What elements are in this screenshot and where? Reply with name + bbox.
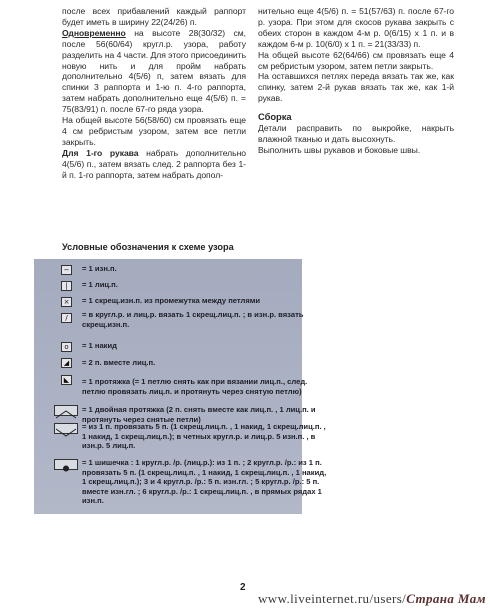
paragraph: после всех прибавлений каждый раппорт будет иметь в ширину 22(24/26) п. (62, 6, 246, 27)
legend-item: = 2 п. вместе лиц.п. (82, 358, 156, 367)
legend-item: = из 1 п. провязать 5 п. (1 скрещ.лиц.п. , 1 накид, 1 скрещ.лиц.п. , 1 накид, 1 скрещ.лиц.п.); в четных кругл.р. и лиц.р. 5 изн.п. , в изн.р. 5 лиц.п. (82, 422, 326, 451)
paragraph: На оставшихся петлях переда вязать так же, как спинку, затем 2-й рукав вязать так же, как 1-й рукав. (258, 71, 454, 104)
watermark (258, 591, 486, 607)
slip-decrease-symbol-icon: ◣ (61, 375, 72, 385)
legend-item: = 1 шишечка : 1 кругл.р. /р. (лиц.р.): из 1 п. ; 2 кругл.р. /р.: из 1 п. провязать 5 п. (1 скрещ.лиц.п. , 1 накид, 1 скрещ.лиц.п. , 1 накид, 1 скрещ.лиц.п.); 3 и 4 кругл.р. /р.: 5 п. изн.гл. ; 5 кругл.р. /р.: 5 п. вместе изн.гл. ; 6 кругл.р. /р.: 1 скрещ.лиц.п. , в прямых рядах 1 изн.п. (82, 458, 327, 506)
legend-panel (34, 259, 327, 514)
legend-item: = 1 протяжка (= 1 петлю снять как при вязании лиц.п., след. петлю провязать лиц.п. и протянуть через снятую петлю) (82, 377, 308, 396)
legend-item: = 1 скрещ.изн.п. из промежутка между петлями (82, 296, 261, 305)
paragraph: Детали расправить по выкройке, накрыть влажной тканью и дать высохнуть. (258, 123, 454, 144)
watermark-url: www.liveinternet.ru/users/ (258, 591, 407, 606)
paragraph: На общей высоте 62(64/66) см провязать еще 4 см ребристым узором, затем петли закрыть. (258, 49, 454, 71)
legend-item: = 1 изн.п. (82, 264, 117, 273)
legend-item: = 1 двойная протяжка (2 п. снять вместе как лиц.п. , 1 лиц.п. и протянуть через снятые петли) (82, 405, 316, 424)
section-heading: Сборка (258, 111, 292, 123)
emphasis: Для 1-го рукава (62, 147, 139, 158)
paragraph: На общей высоте 56(58/60) см провязать еще 4 см ребристым узором, затем все петли закрыть. (62, 115, 246, 147)
knit-symbol-icon: | (61, 281, 72, 291)
text-column-right (258, 6, 454, 156)
yarn-over-symbol-icon: o (61, 342, 72, 352)
legend-title: Условные обозначения к схеме узора (62, 242, 234, 252)
emphasis: Одновременно (62, 27, 126, 38)
bobble-glyph-icon (55, 464, 77, 473)
purl-symbol-icon: − (61, 265, 72, 275)
watermark-brand: Страна Мам (406, 591, 486, 606)
legend-item: = 1 накид (82, 341, 117, 350)
legend-item: = в кругл.р. и лиц.р. вязать 1 скрещ.лиц.п. ; в изн.р. вязать скрещ.изн.п. (82, 310, 304, 329)
double-decrease-symbol-icon (54, 405, 78, 416)
cross-knit-symbol-icon: / (61, 313, 72, 323)
cross-purl-symbol-icon: × (61, 297, 72, 307)
legend-item: = 1 лиц.п. (82, 280, 118, 289)
page-number: 2 (240, 582, 246, 593)
paragraph: Одновременно на высоте 28(30/32) см, после 56(60/64) кругл.р. узора, работу разделить на 4 части. Для этого присоединить новую нить и для пройм набрать дополнительно 4(5/6) п, затем вязать для спинки 3 раппорта и 1-ю п. 4-го раппорта, затем набрать дополнительно еще 4(5/6) п. = 75(83/91) п. после 67-го ряда узора. (62, 27, 246, 115)
text-column-left (62, 6, 246, 181)
knit-two-together-symbol-icon: ◢ (61, 358, 72, 368)
bobble-symbol-icon (54, 459, 78, 470)
paragraph: Для 1-го рукава набрать дополнительно 4(5/6) п., затем вязать след. 2 раппорта без 1-й п. 1-го раппорта, затем набрать допол- (62, 147, 246, 180)
double-decrease-glyph-icon (55, 410, 77, 419)
paragraph: Выполнить швы рукавов и боковые швы. (258, 144, 421, 155)
increase-five-glyph-icon (55, 428, 77, 437)
paragraph: нительно еще 4(5/6) п. = 51(57/63) п. после 67-го р. узора. При этом для скосов рукава закрыть с обеих сторон в каждом 4-м р. 0(6/15) x 1 п. и в каждом 6-м р. 10(6/0) x 1 п. = 21(33/33) п. (258, 6, 454, 49)
increase-five-symbol-icon (54, 423, 78, 434)
